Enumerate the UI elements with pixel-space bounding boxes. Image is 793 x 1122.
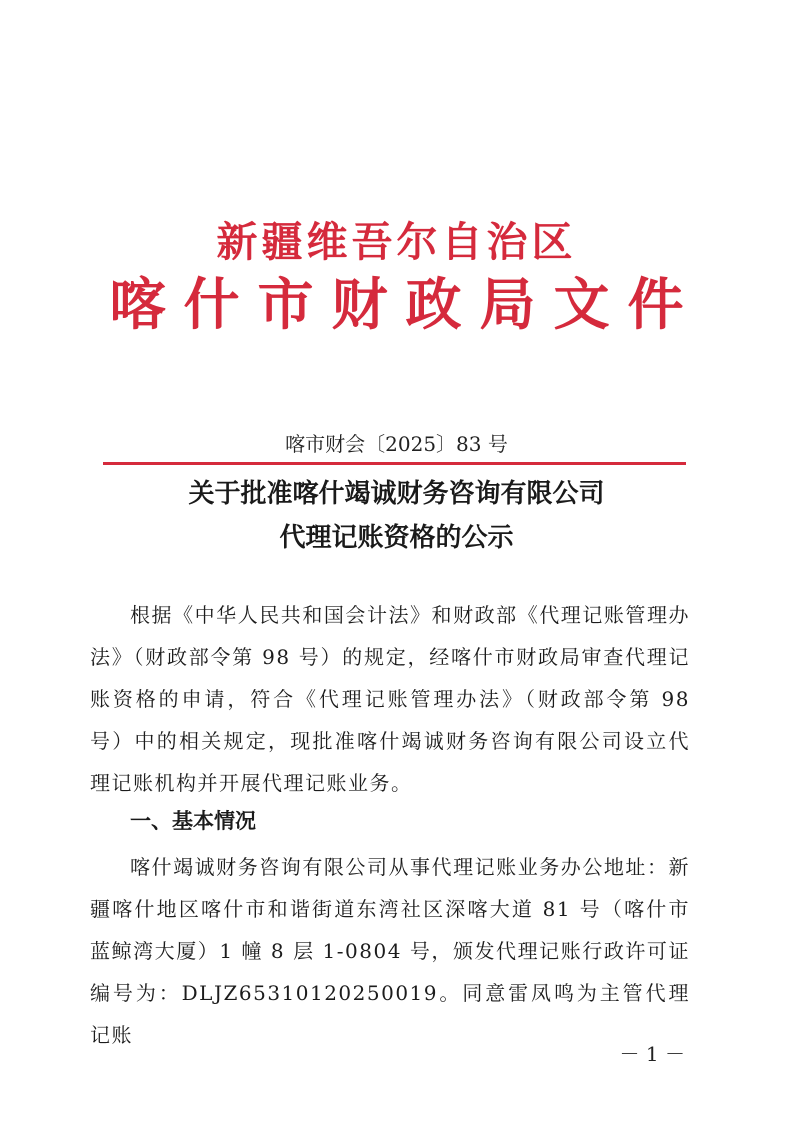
red-divider-line — [103, 462, 686, 465]
issuer-agency-heading: 喀什市财政局文件 — [109, 272, 702, 338]
document-title-line1: 关于批准喀什竭诚财务咨询有限公司 — [188, 479, 605, 509]
issuer-region-heading: 新疆维吾尔自治区 — [216, 218, 577, 266]
document-title-line2: 代理记账资格的公示 — [279, 523, 514, 553]
section-heading-basic-info: 一、基本情况 — [130, 809, 256, 833]
body-paragraph-2: 喀什竭诚财务咨询有限公司从事代理记账业务办公地址：新疆喀什地区喀什市和谐街道东湾社区深喀大道 81 号（喀什市蓝鲸湾大厦）1 幢 8 层 1-0804 号，颁发代理记账行政许可证编号为：DLJZ65310120250019。同意雷凤鸣为主管代理记账 — [90, 855, 690, 1047]
page-number: － 1 － — [619, 1042, 685, 1066]
document-number: 喀市财会〔2025〕83 号 — [285, 432, 508, 456]
body-paragraph-1: 根据《中华人民共和国会计法》和财政部《代理记账管理办法》（财政部令第 98 号）的规定，经喀什市财政局审查代理记账资格的申请，符合《代理记账管理办法》（财政部令第 98 号）中的相关规定，现批准喀什竭诚财务咨询有限公司设立代理记账机构并开展代理记账业务。 — [90, 603, 690, 795]
